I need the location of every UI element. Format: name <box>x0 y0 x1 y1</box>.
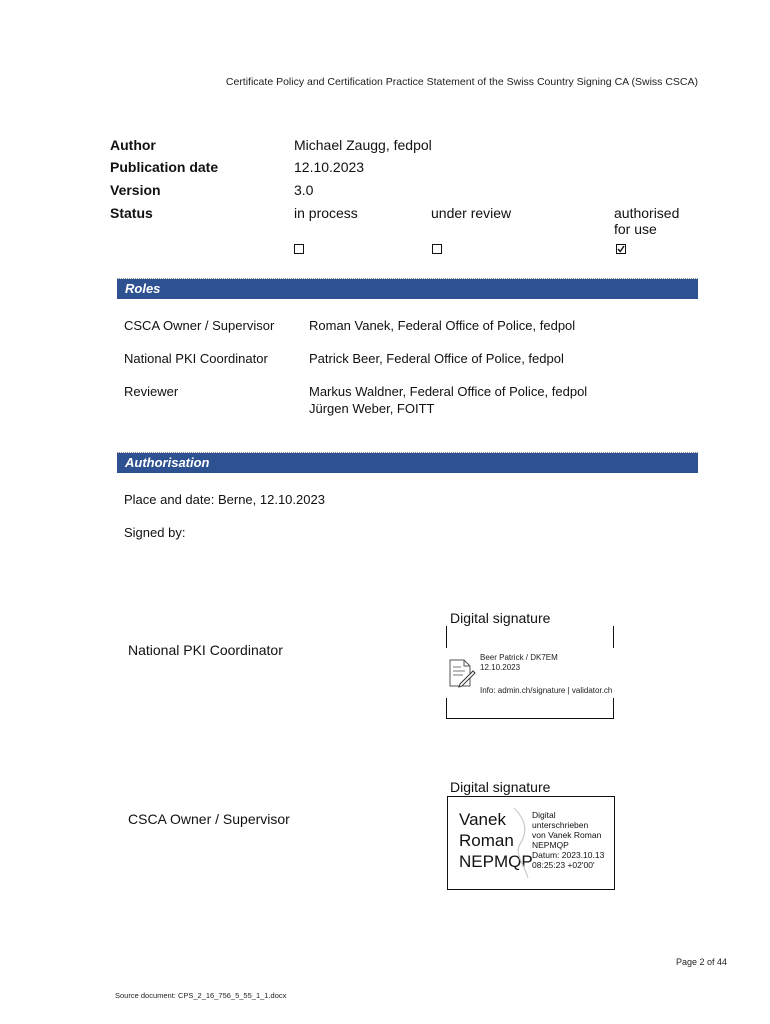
signer-name: Beer Patrick / DK7EM <box>480 653 558 662</box>
status-option-in-process: in process <box>294 205 358 221</box>
stamp-signer-name: Vanek Roman NEPMQP <box>459 810 533 871</box>
role-label: Reviewer <box>124 384 179 399</box>
place-and-date: Place and date: Berne, 12.10.2023 <box>124 492 325 507</box>
checkbox-empty-icon <box>432 244 442 254</box>
version-label: Version <box>110 182 161 198</box>
signature-role-label: National PKI Coordinator <box>128 642 283 658</box>
role-person: Patrick Beer, Federal Office of Police, fedpol <box>309 351 564 366</box>
page-number: Page 2 of 44 <box>675 957 727 967</box>
signature-info: Info: admin.ch/signature | validator.ch <box>480 686 613 695</box>
role-person: Roman Vanek, Federal Office of Police, fedpol <box>309 318 576 333</box>
document-header-title: Certificate Policy and Certification Practice Statement of the Swiss Country Signing CA (Swiss CSCA) <box>225 76 698 88</box>
signature-scribble-icon <box>510 806 532 891</box>
role-person: Markus Waldner, Federal Office of Police, fedpol Jürgen Weber, FOITT <box>309 384 588 416</box>
publication-date-label: Publication date <box>110 159 219 175</box>
signature-role-label: CSCA Owner / Supervisor <box>128 811 290 827</box>
authorisation-heading: Authorisation <box>117 453 698 473</box>
status-label: Status <box>110 205 153 221</box>
status-option-under-review: under review <box>431 205 512 221</box>
document-pen-icon <box>448 658 476 693</box>
signature-frame-bottom <box>446 698 614 719</box>
status-option-authorised: authorised for use <box>614 205 680 237</box>
signature-frame-top <box>446 626 614 648</box>
signed-by-label: Signed by: <box>124 525 186 540</box>
checkbox-checked-icon <box>616 244 626 254</box>
digital-signature-heading: Digital signature <box>450 610 551 626</box>
author-label: Author <box>110 137 156 153</box>
roles-heading: Roles <box>117 279 698 299</box>
role-label: CSCA Owner / Supervisor <box>124 318 275 333</box>
checkbox-empty-icon <box>294 244 304 254</box>
signature-date: 12.10.2023 <box>480 663 521 672</box>
source-document: Source document: CPS_2_16_756_5_55_1_1.docx <box>115 991 287 1000</box>
digital-signature-heading: Digital signature <box>450 779 551 795</box>
stamp-signature-detail: Digital unterschrieben von Vanek Roman NEPMQP Datum: 2023.10.13 08:25:23 +02'00' <box>532 810 605 870</box>
role-label: National PKI Coordinator <box>124 351 268 366</box>
version-value: 3.0 <box>294 182 314 198</box>
checkmark-icon <box>617 245 625 253</box>
author-value: Michael Zaugg, fedpol <box>294 137 432 153</box>
publication-date-value: 12.10.2023 <box>294 159 365 175</box>
